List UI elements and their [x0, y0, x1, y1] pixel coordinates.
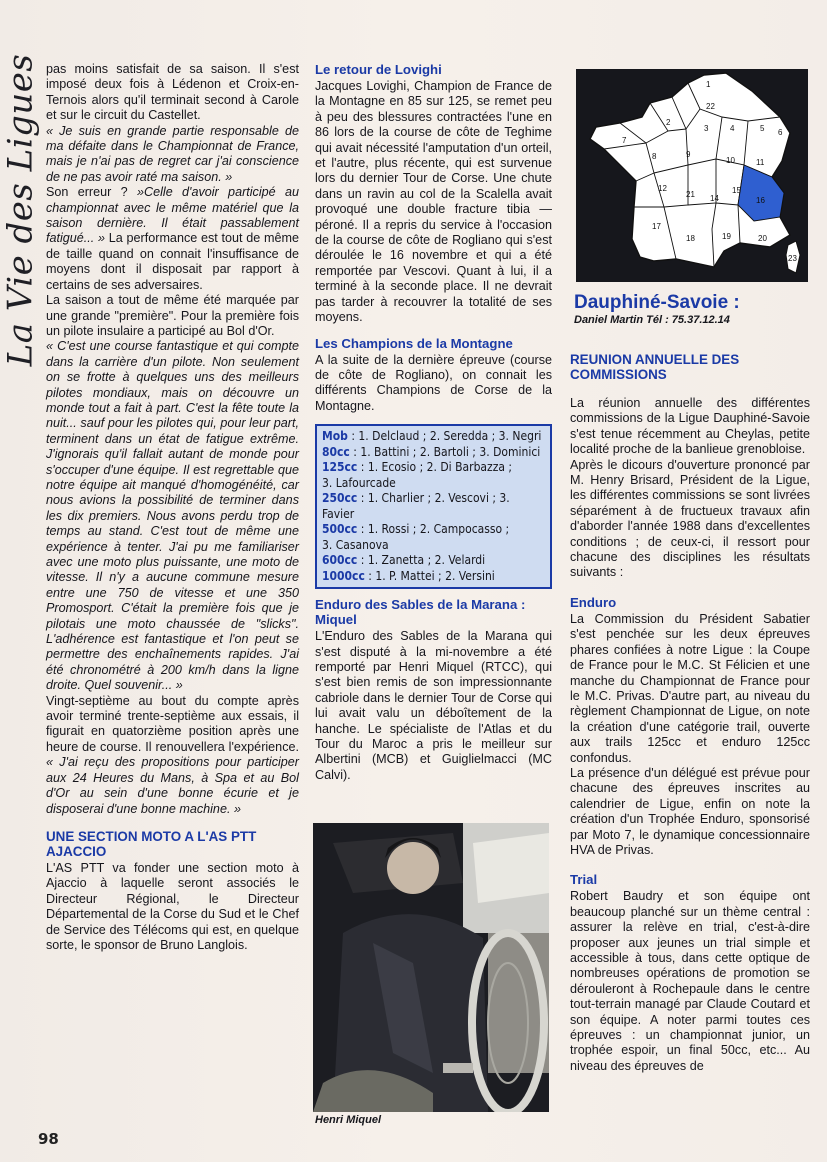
league-title: Dauphiné-Savoie :	[574, 292, 740, 313]
column-left	[46, 62, 299, 953]
svg-text:21: 21	[686, 190, 695, 199]
svg-text:9: 9	[686, 150, 691, 159]
champions-box	[315, 424, 552, 589]
article-heading: Enduro des Sables de la Marana : Miquel	[315, 597, 526, 628]
champion-row: Mob : 1. Delclaud ; 2. Seredda ; 3. Negri	[322, 429, 542, 444]
svg-text:2: 2	[666, 118, 671, 127]
svg-text:23: 23	[788, 254, 797, 263]
svg-text:14: 14	[710, 194, 719, 203]
paragraph	[46, 185, 299, 293]
svg-text:11: 11	[756, 158, 765, 167]
paragraph: L'Enduro des Sables de la Marana qui s'est disputé à la mi-novembre a été remporté par Henri Miquel (RTCC), qui s'est bien remis de son impressionnante cabriole dans le dernier Tour de Corse qui lui avait valu un déboîtement de la hanche. Le spécialiste de l'Atlas et du Tour du Maroc a pris le meilleur sur Albertini (MCB) et Guiglielmacci (MC Calvi).	[315, 629, 552, 782]
svg-text:18: 18	[686, 234, 695, 243]
quote-span: »Celle d'avoir participé au championnat avec le même matériel que la saison dernière. Il était passablement fatigué... »	[46, 185, 299, 246]
svg-text:19: 19	[722, 232, 731, 241]
paragraph: La réunion annuelle des différentes commissions de la Ligue Dauphiné-Savoie s'est tenue récemment au Cheylas, petite localité proche de la banlieue grenobloise.	[570, 396, 810, 457]
section-title: La Vie des Ligues	[0, 53, 40, 367]
champion-row: 250cc : 1. Charlier ; 2. Vescovi ; 3. Favier	[322, 491, 510, 521]
paragraph: A la suite de la dernière épreuve (course de côte de Rogliano), on connait les différents Champions de Corse de la Montagne.	[315, 352, 552, 413]
photo-caption: Henri Miquel	[315, 1114, 382, 1126]
paragraph: pas moins satisfait de sa saison. Il s'est imposé deux fois à Lédenon et Croix-en-Ternois alors qu'il terminait second à Carole et sur le circuit du Castellet.	[46, 62, 299, 123]
svg-text:20: 20	[758, 234, 767, 243]
svg-text:5: 5	[760, 124, 765, 133]
paragraph	[46, 694, 299, 817]
column-middle	[315, 62, 552, 783]
svg-text:4: 4	[730, 124, 735, 133]
text-span: La performance est tout de même de taille quand on connait l'insuffisance de moyens dont il disposait par rapport à certains de ses adversaires.	[46, 231, 299, 292]
article-heading: Le retour de Lovighi	[315, 62, 442, 77]
league-heading	[574, 292, 824, 326]
paragraph: Jacques Lovighi, Champion de France de la Montagne en 85 sur 125, se remet peu à peu des blessures contractées l'une en 86 lors de la course de côte de Teghime qui avait nécessité l'amputation d'un orteil, et l'autre, plus récente, qui est survenue lors du dernier Tour de Corse. Une chute dans un ravin au col de la Scalella avait provoqué une double fracture tibia — péroné. Il a repris du service à l'occasion de la course de côte de Rogliano qui s'est déroulée le 16 novembre et qui a été remportée par Vescovi. Quant à lui, il a terminé à la seconde place. Il ne devrait pas tarder à recouvrer la totalité de ses moyens.	[315, 79, 552, 325]
article-heading: Trial	[570, 872, 598, 888]
champion-row: 80cc : 1. Battini ; 2. Bartoli ; 3. Dominici	[322, 444, 541, 459]
paragraph: L'AS PTT va fonder une section moto à Ajaccio à laquelle seront associés le Directeur Régional, le Directeur Départemental de la Corse du Sud et le Chef de Service des Télécoms qui est, en quelque sorte, le sponsor de Bruno Langlois.	[46, 860, 299, 952]
text-span: Vingt-septième au bout du compte après avoir terminé trente-septième aux essais, il figurait en quatorzième position après une heure de course. Il renouvellera l'expérience.	[46, 693, 299, 754]
text-span: Son erreur ?	[46, 185, 137, 200]
svg-text:10: 10	[726, 156, 735, 165]
paragraph: Robert Baudry et son équipe ont beaucoup planché sur un thème central : assurer la relève en trial, c'est-à-dire proposer aux jeunes un trial simple et accessible à tous, dans cette optique de nombreuses opérations de promotion se dérouleront à Rochepaule dans le centre tout-terrain managé par Claude Coutard et son équipe. A noter parmi toutes ces épreuves : un championnat junior, un trophée espoir, un final 50cc, etc... Au niveau des épreuves de	[570, 889, 810, 1073]
svg-text:15: 15	[732, 186, 741, 195]
column-right	[570, 352, 810, 1074]
article-heading: UNE SECTION MOTO A L'AS PTT AJACCIO	[46, 828, 257, 859]
svg-text:6: 6	[778, 128, 783, 137]
page-number: 98	[38, 1130, 59, 1148]
svg-text:17: 17	[652, 222, 661, 231]
svg-text:16: 16	[756, 196, 765, 205]
article-heading: REUNION ANNUELLE DES COMMISSIONS	[570, 352, 740, 382]
champion-row: 600cc : 1. Zanetta ; 2. Velardi	[322, 553, 486, 568]
svg-text:7: 7	[622, 136, 627, 145]
paragraph: La Commission du Président Sabatier s'est penchée sur les deux épreuves phares confiées à notre Ligue : la Coupe de France pour le M.C. St Félicien et une manche du Championnat de France pour le M.C. Privas. D'autre part, au niveau du règlement Championnat de Ligue, on note la création d'une catégorie trail, ouverte aux trails 125cc et enduro 125cc confondus.	[570, 611, 810, 765]
svg-text:8: 8	[652, 152, 657, 161]
champion-row: 3. Casanova	[322, 537, 389, 552]
league-title-line	[574, 292, 824, 314]
paragraph: Après le dicours d'ouverture prononcé par M. Henry Brisard, Président de la Ligue, les différentes commissions se sont livrées séparément à de fructueux travaux afin d'aborder l'année 1988 dans d'excellentes conditions ; de ceux-ci, il ressort pour chacune des disciplines les résultats suivants :	[570, 457, 810, 580]
quote-span: « J'ai reçu des propositions pour participer aux 24 Heures du Mans, à Spa et au Bol d'Or au sein d'une bonne écurie et je disposerai d'une bonne machine. »	[46, 755, 299, 816]
rider-photo	[313, 823, 549, 1112]
paragraph: La saison a tout de même été marquée par une grande "première". Pour la première fois un pilote insulaire a participé au Bol d'Or.	[46, 293, 299, 338]
champion-row: 3. Lafourcade	[322, 475, 396, 490]
champion-row: 1000cc : 1. P. Mattei ; 2. Versini	[322, 568, 495, 583]
quote-paragraph: « Je suis en grande partie responsable de ma défaite dans le Championnat de France, mais je n'ai pas de regret car j'ai conscience de ne pas avoir raté ma saison. »	[46, 123, 299, 184]
svg-text:1: 1	[706, 80, 711, 89]
champion-row: 125cc : 1. Ecosio ; 2. Di Barbazza ;	[322, 460, 513, 475]
svg-text:12: 12	[658, 184, 667, 193]
article-heading: Les Champions de la Montagne	[315, 335, 513, 351]
league-map	[576, 69, 808, 282]
photo-illustration	[313, 823, 549, 1112]
section-band	[0, 30, 40, 390]
france-map	[576, 69, 808, 282]
svg-text:3: 3	[704, 124, 709, 133]
paragraph: La présence d'un délégué est prévue pour chacune des épreuves inscrites au calendrier de Ligue, enfin on note la création d'un Trophée Enduro, sponsorisé par Moto 7, le dynamique concessionnaire HVA de Privas.	[570, 765, 810, 857]
article-heading: Enduro	[570, 594, 617, 610]
quote-paragraph: « C'est une course fantastique et qui compte dans la carrière d'un pilote. Non seulement on se frotte à quelques uns des meilleurs pilotes mondiaux, mais on découvre un monde tout a fait à part. C'est la fête toute la nuit... sauf pour les pilotes qui, pour leur part, terminent dans un état de fatigue extrême. J'ignorais qu'il fallait autant de monde pour s'occuper d'une équipe. Il est regrettable que notre équipe ait manqué d'homogénéité, car nous avions la possibilité de terminer dans les dix premiers. Nous avons perdu trop de temps au stand. C'est tout de même une expérience à tenter. J'ai pu me familiariser avec une moto plus puissante, une moto de vitesse. Il n'y a aucune commune mesure entre une 750 de vitesse et une 350 Promosport. C'était la première fois que je pilotais une moto chaussée de "slicks". L'adhérence est fantastique et l'on peut se permettre des enchaînements rapides. J'ai été chronométré à 200 km/h dans la ligne droite. Quel souvenir... »	[46, 339, 299, 693]
svg-text:22: 22	[706, 102, 715, 111]
champion-row: 500cc : 1. Rossi ; 2. Campocasso ;	[322, 522, 510, 537]
league-contact: Daniel Martin Tél : 75.37.12.14	[574, 314, 730, 326]
